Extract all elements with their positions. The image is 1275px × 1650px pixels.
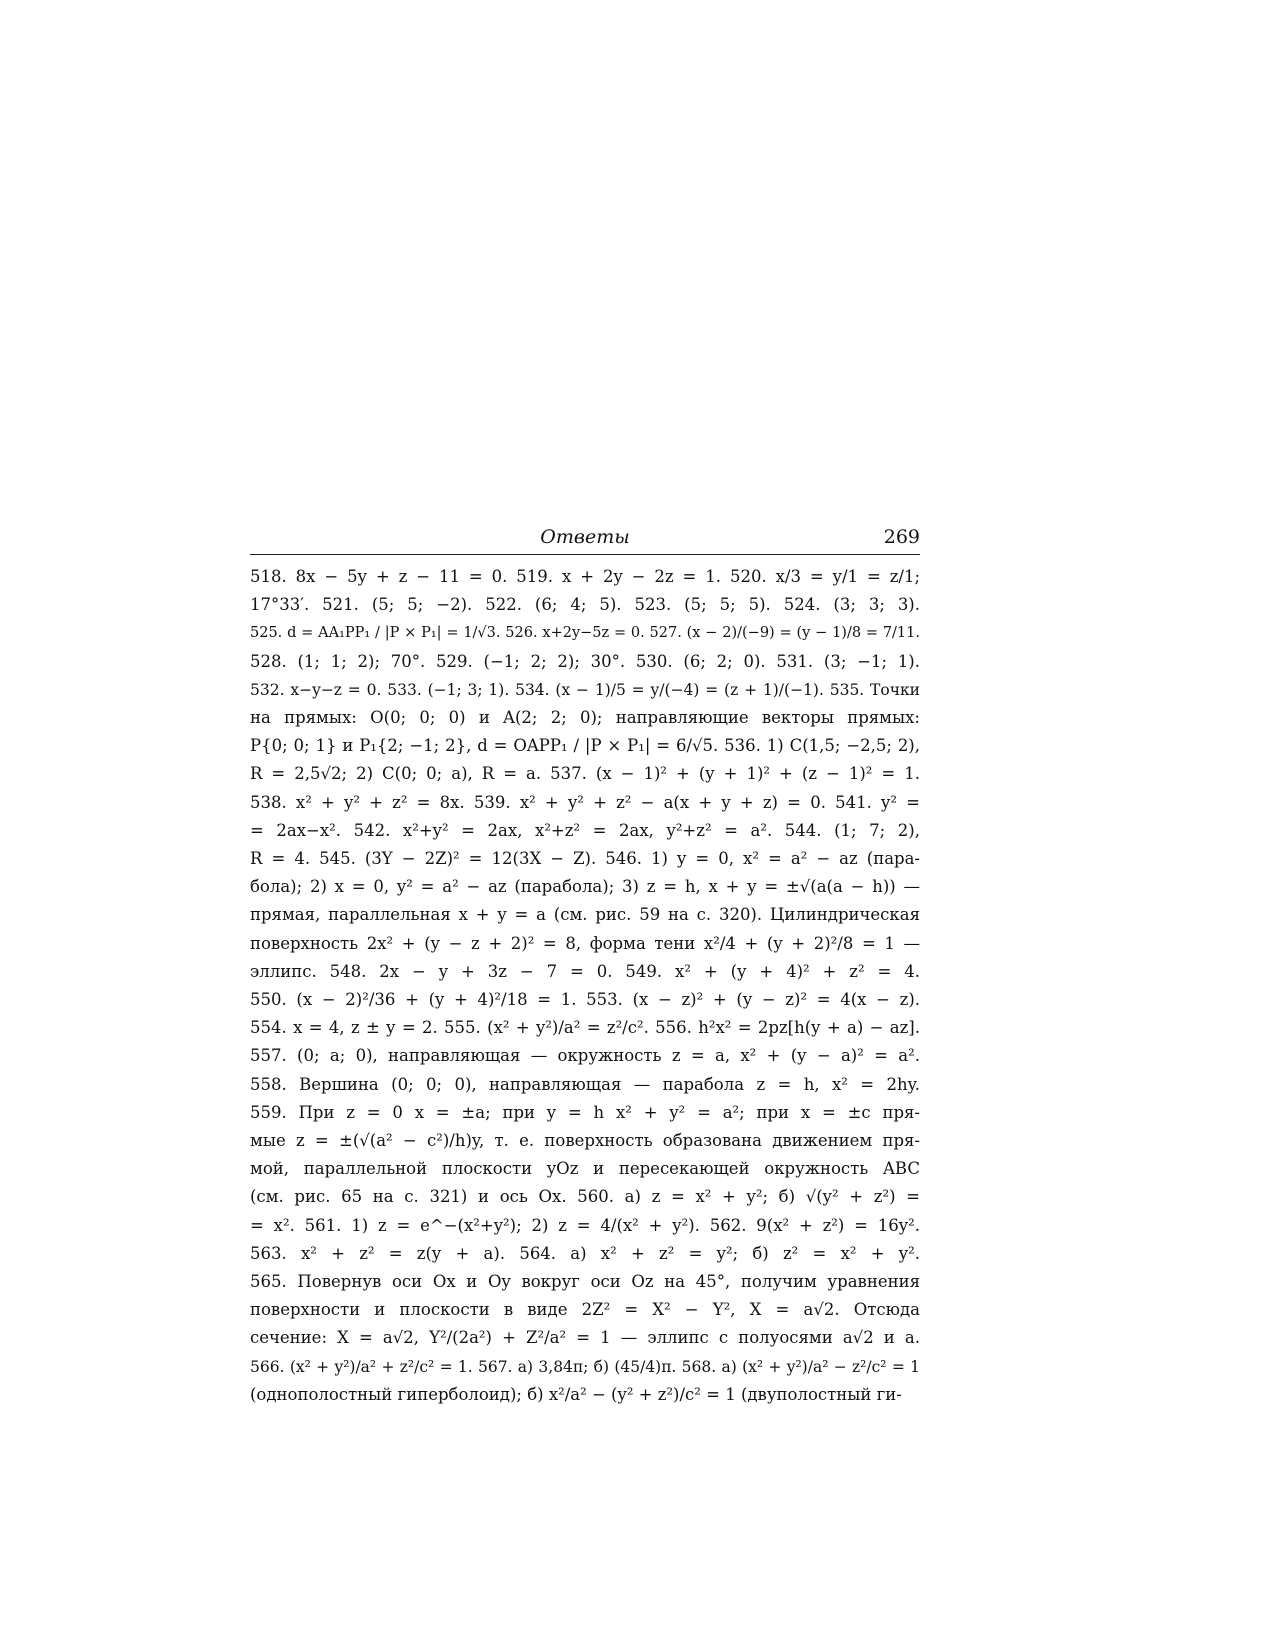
- answers-page: [250, 520, 920, 1409]
- text-line: 554. x = 4, z ± y = 2. 555. (x² + y²)/a² = z²/c². 556. h²x² = 2pz[h(y + a) − az].: [250, 1018, 920, 1038]
- text-line: 566. (x² + y²)/a² + z²/c² = 1. 567. а) 3,84π; б) (45/4)π. 568. а) (x² + y²)/a² − z²/c² = 1: [250, 1357, 920, 1376]
- text-line: 550. (x − 2)²/36 + (y + 4)²/18 = 1. 553. (x − z)² + (y − z)² = 4(x − z).: [250, 990, 920, 1010]
- text-line: 563. x² + z² = z(y + a). 564. а) x² + z² = y²; б) z² = x² + y².: [250, 1243, 920, 1263]
- text-line: бола); 2) x = 0, y² = a² − az (парабола); 3) z = h, x + y = ±√(a(a − h)) —: [250, 877, 920, 897]
- text-line: поверхности и плоскости в виде 2Z² = X² − Y², X = a√2. Отсюда: [250, 1300, 920, 1320]
- text-line: мые z = ±(√(a² − c²)/h)y, т. е. поверхность образована движением пря-: [250, 1131, 920, 1151]
- text-line: 558. Вершина (0; 0; 0), направляющая — парабола z = h, x² = 2hy.: [250, 1074, 920, 1094]
- text-line: прямая, параллельная x + y = a (см. рис. 59 на с. 320). Цилиндрическая: [250, 905, 920, 925]
- text-line: 565. Повернув оси Ox и Oy вокруг оси Oz на 45°, получим уравнения: [250, 1272, 920, 1292]
- text-line: 559. При z = 0 x = ±a; при y = h x² + y² = a²; при x = ±c пря-: [250, 1102, 920, 1122]
- text-line: R = 4. 545. (3Y − 2Z)² = 12(3X − Z). 546. 1) y = 0, x² = a² − az (пара-: [250, 849, 920, 869]
- running-title: Ответы: [540, 526, 630, 548]
- text-line: R = 2,5√2; 2) C(0; 0; a), R = a. 537. (x − 1)² + (y + 1)² + (z − 1)² = 1.: [250, 764, 920, 784]
- text-line: = 2ax−x². 542. x²+y² = 2ax, x²+z² = 2ax, y²+z² = a². 544. (1; 7; 2),: [250, 820, 920, 840]
- text-line: 17°33′. 521. (5; 5; −2). 522. (6; 4; 5). 523. (5; 5; 5). 524. (3; 3; 3).: [250, 595, 920, 615]
- answers-text: [250, 563, 920, 1409]
- text-line: мой, параллельной плоскости yOz и пересекающей окружность ABC: [250, 1159, 920, 1179]
- text-line: (однополостный гиперболоид); б) x²/a² − (y² + z²)/c² = 1 (двуполостный ги-: [250, 1384, 902, 1404]
- text-line: сечение: X = a√2, Y²/(2a²) + Z²/a² = 1 — эллипс с полуосями a√2 и a.: [250, 1328, 920, 1348]
- text-line: 528. (1; 1; 2); 70°. 529. (−1; 2; 2); 30°. 530. (6; 2; 0). 531. (3; −1; 1).: [250, 651, 920, 671]
- text-line: 532. x−y−z = 0. 533. (−1; 3; 1). 534. (x − 1)/5 = y/(−4) = (z + 1)/(−1). 535. Точки: [250, 680, 920, 699]
- text-line: = x². 561. 1) z = e^−(x²+y²); 2) z = 4/(x² + y²). 562. 9(x² + z²) = 16y².: [250, 1215, 920, 1235]
- page-header: [250, 520, 920, 555]
- page-number: 269: [883, 526, 920, 548]
- text-line: 538. x² + y² + z² = 8x. 539. x² + y² + z² − a(x + y + z) = 0. 541. y² =: [250, 792, 920, 812]
- text-line: (см. рис. 65 на с. 321) и ось Ox. 560. а) z = x² + y²; б) √(y² + z²) =: [250, 1187, 920, 1207]
- text-line: на прямых: O(0; 0; 0) и A(2; 2; 0); направляющие векторы прямых:: [250, 708, 920, 728]
- text-line: 525. d = AA₁PP₁ / |P × P₁| = 1/√3. 526. x+2y−5z = 0. 527. (x − 2)/(−9) = (y − 1)/8 = 7/11.: [250, 625, 920, 642]
- text-line: поверхность 2x² + (y − z + 2)² = 8, форма тени x²/4 + (y + 2)²/8 = 1 —: [250, 933, 920, 953]
- text-line: 557. (0; a; 0), направляющая — окружность z = a, x² + (y − a)² = a².: [250, 1046, 920, 1066]
- text-line: P{0; 0; 1} и P₁{2; −1; 2}, d = OAPP₁ / |P × P₁| = 6/√5. 536. 1) C(1,5; −2,5; 2),: [250, 736, 920, 756]
- text-line: эллипс. 548. 2x − y + 3z − 7 = 0. 549. x² + (y + 4)² + z² = 4.: [250, 961, 920, 981]
- text-line: 518. 8x − 5y + z − 11 = 0. 519. x + 2y − 2z = 1. 520. x/3 = y/1 = z/1;: [250, 567, 920, 586]
